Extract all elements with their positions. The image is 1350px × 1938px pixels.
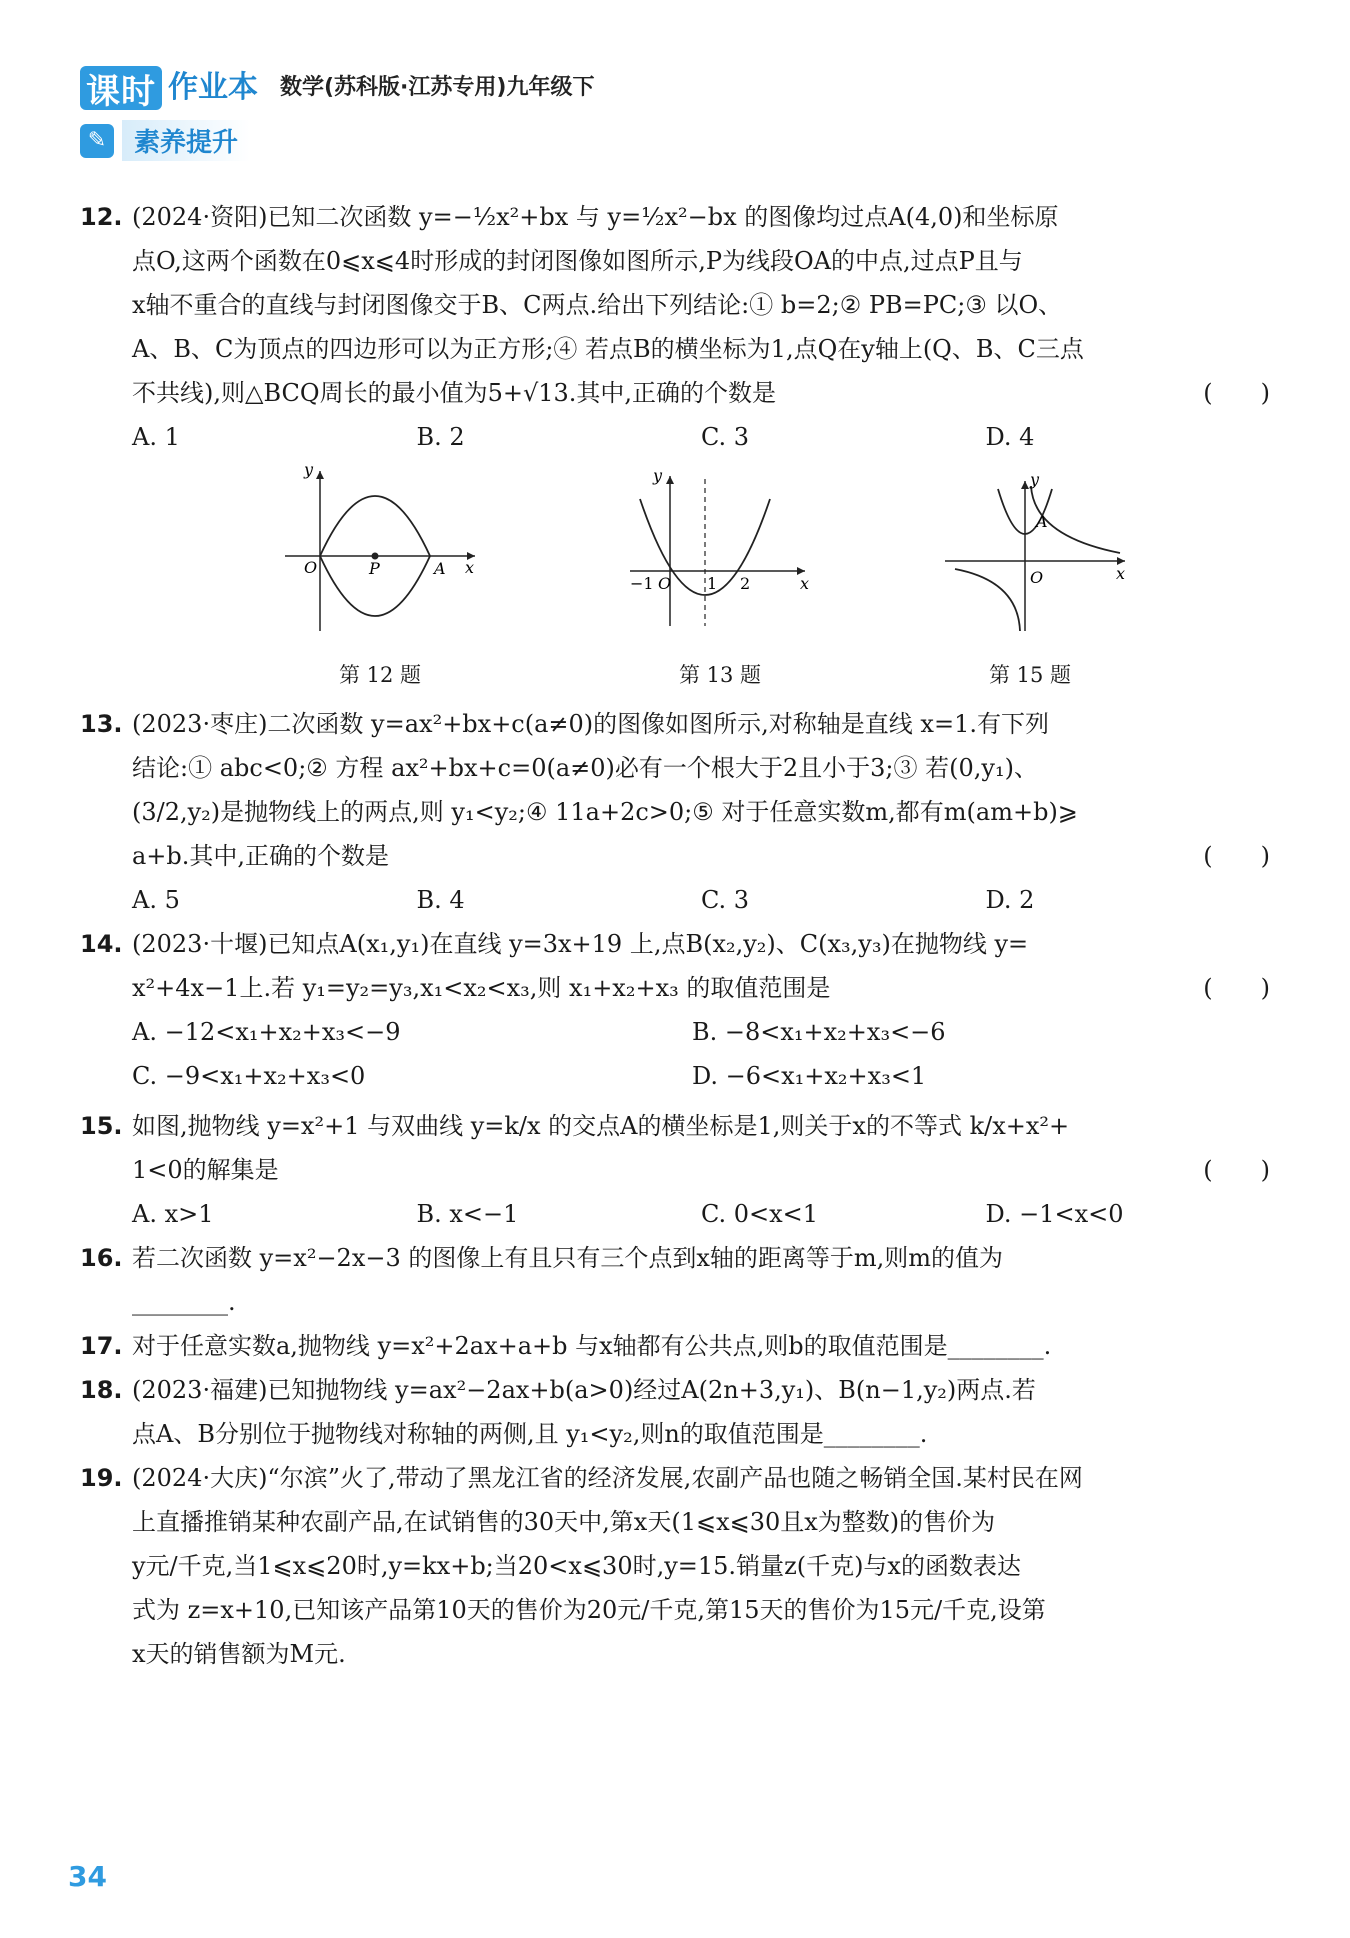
question-text-line: (2023·福建)已知抛物线 y=ax²−2ax+b(a>0)经过A(2n+3,y₁)、B(n−1,y₂)两点.若 <box>132 1376 1036 1404</box>
options-12 <box>80 415 1270 459</box>
book-logo: 课时 <box>80 66 162 110</box>
figure-13-graph <box>625 461 815 641</box>
axis-label-x: x <box>465 558 475 577</box>
answer-parentheses: ( ) <box>1203 379 1270 407</box>
option-b: B. x<−1 <box>416 1200 519 1228</box>
point-p-label: P <box>369 559 380 578</box>
question-number: 18. <box>80 1376 123 1404</box>
question-13 <box>80 702 1270 878</box>
option-d: D. 4 <box>985 423 1035 451</box>
point-a-label: A <box>434 559 446 578</box>
axis-label-y: y <box>653 466 663 485</box>
question-number: 14. <box>80 930 123 958</box>
answer-parentheses: ( ) <box>1203 1156 1270 1184</box>
question-text: 不共线),则△BCQ周长的最小值为5+√13.其中,正确的个数是 <box>132 379 777 407</box>
option-a: A. 1 <box>132 423 180 451</box>
option-b: B. 2 <box>416 423 465 451</box>
figure-13-caption: 第 13 题 <box>678 663 762 687</box>
options-14-row1 <box>80 1010 1270 1054</box>
question-19 <box>80 1456 1270 1676</box>
option-a: A. −12<x₁+x₂+x₃<−9 <box>132 1018 401 1046</box>
question-18 <box>80 1368 1270 1456</box>
question-text-line: x轴不重合的直线与封闭图像交于B、C两点.给出下列结论:① b=2;② PB=PC;③ 以O、 <box>132 291 1063 319</box>
origin-label: O <box>304 558 318 577</box>
question-text-line: 若二次函数 y=x²−2x−3 的图像上有且只有三个点到x轴的距离等于m,则m的值为 <box>132 1244 1004 1272</box>
option-a: A. 5 <box>132 886 180 914</box>
answer-blank-line: ________. <box>132 1288 236 1316</box>
book-header <box>80 60 594 110</box>
axis-label-x: x <box>800 574 810 593</box>
option-a: A. x>1 <box>132 1200 214 1228</box>
figure-row <box>80 461 1270 696</box>
tick-label-one: 1 <box>707 574 718 593</box>
tick-label-minus-one: −1 <box>630 574 654 593</box>
axis-label-y: y <box>304 461 314 479</box>
axis-label-x: x <box>1116 564 1126 583</box>
point-a-label: A <box>1036 512 1048 531</box>
question-text-line: 对于任意实数a,抛物线 y=x²+2ax+a+b 与x轴都有公共点,则b的取值范围是________. <box>132 1332 1052 1360</box>
question-list <box>80 195 1270 1676</box>
option-d: D. −6<x₁+x₂+x₃<1 <box>692 1062 927 1090</box>
options-15 <box>80 1192 1270 1236</box>
question-text-line <box>132 371 1270 415</box>
book-subtitle: 数学(苏科版·江苏专用)九年级下 <box>280 75 595 100</box>
question-text: 1<0的解集是 <box>132 1156 279 1184</box>
question-text-line: (3/2,y₂)是抛物线上的两点,则 y₁<y₂;④ 11a+2c>0;⑤ 对于任意实数m,都有m(am+b)⩾ <box>132 798 1078 826</box>
axis-label-y: y <box>1030 470 1040 489</box>
question-text-line: 上直播推销某种农副产品,在试销售的30天中,第x天(1⩽x⩽30且x为整数)的售价为 <box>132 1508 996 1536</box>
answer-parentheses: ( ) <box>1203 974 1270 1002</box>
question-text-line: y元/千克,当1⩽x⩽20时,y=kx+b;当20<x⩽30时,y=15.销量z(千克)与x的函数表达 <box>132 1552 1021 1580</box>
question-14 <box>80 922 1270 1010</box>
tick-label-two: 2 <box>740 574 751 593</box>
option-b: B. 4 <box>416 886 465 914</box>
question-text-line: x天的销售额为M元. <box>132 1640 346 1668</box>
figure-12 <box>280 461 480 641</box>
question-text-line: (2023·十堰)已知点A(x₁,y₁)在直线 y=3x+19 上,点B(x₂,y₂)、C(x₃,y₃)在抛物线 y= <box>132 930 1029 958</box>
option-c: C. 3 <box>701 886 750 914</box>
question-number: 12. <box>80 203 123 231</box>
question-12 <box>80 195 1270 415</box>
question-text: x²+4x−1上.若 y₁=y₂=y₃,x₁<x₂<x₃,则 x₁+x₂+x₃ 的取值范围是 <box>132 974 831 1002</box>
question-text-line: (2024·大庆)“尔滨”火了,带动了黑龙江省的经济发展,农副产品也随之畅销全国.某村民在网 <box>132 1464 1083 1492</box>
origin-label: O <box>1030 568 1044 587</box>
figure-12-caption: 第 12 题 <box>338 663 422 687</box>
question-15 <box>80 1104 1270 1192</box>
question-number: 17. <box>80 1332 123 1360</box>
question-text-line: (2024·资阳)已知二次函数 y=−½x²+bx 与 y=½x²−bx 的图像均过点A(4,0)和坐标原 <box>132 203 1059 231</box>
question-number: 16. <box>80 1244 123 1272</box>
option-c: C. 3 <box>701 423 750 451</box>
question-text: a+b.其中,正确的个数是 <box>132 842 390 870</box>
option-c: C. 0<x<1 <box>701 1200 819 1228</box>
question-text-line: 式为 z=x+10,已知该产品第10天的售价为20元/千克,第15天的售价为15元/千克,设第 <box>132 1596 1046 1624</box>
section-header <box>80 120 250 161</box>
figure-15-caption: 第 15 题 <box>988 663 1072 687</box>
option-b: B. −8<x₁+x₂+x₃<−6 <box>692 1018 946 1046</box>
book-logo-text: 作业本 <box>168 70 258 105</box>
question-text-line <box>132 966 1270 1010</box>
figure-15-graph <box>940 461 1130 641</box>
question-text-line <box>132 1148 1270 1192</box>
option-d: D. −1<x<0 <box>985 1200 1124 1228</box>
question-17 <box>80 1324 1270 1368</box>
question-text-line: 点O,这两个函数在0⩽x⩽4时形成的封闭图像如图所示,P为线段OA的中点,过点P且与 <box>132 247 1023 275</box>
question-text-line: 结论:① abc<0;② 方程 ax²+bx+c=0(a≠0)必有一个根大于2且小于3;③ 若(0,y₁)、 <box>132 754 1038 782</box>
option-c: C. −9<x₁+x₂+x₃<0 <box>132 1062 366 1090</box>
option-d: D. 2 <box>985 886 1035 914</box>
question-text-line: (2023·枣庄)二次函数 y=ax²+bx+c(a≠0)的图像如图所示,对称轴是直线 x=1.有下列 <box>132 710 1049 738</box>
question-16 <box>80 1236 1270 1324</box>
pencil-icon: ✎ <box>80 124 114 158</box>
answer-parentheses: ( ) <box>1203 842 1270 870</box>
options-13 <box>80 878 1270 922</box>
page-number: 34 <box>68 1860 107 1893</box>
question-text-line: A、B、C为顶点的四边形可以为正方形;④ 若点B的横坐标为1,点Q在y轴上(Q、B、C三点 <box>132 335 1084 363</box>
figure-13 <box>625 461 815 641</box>
question-number: 15. <box>80 1112 123 1140</box>
question-text-line: 如图,抛物线 y=x²+1 与双曲线 y=k/x 的交点A的横坐标是1,则关于x的不等式 k/x+x²+ <box>132 1112 1070 1140</box>
figure-15 <box>940 461 1130 641</box>
question-text-line: 点A、B分别位于抛物线对称轴的两侧,且 y₁<y₂,则n的取值范围是________. <box>132 1420 928 1448</box>
origin-label: O <box>658 574 672 593</box>
options-14-row2 <box>80 1054 1270 1098</box>
section-title: 素养提升 <box>122 120 250 161</box>
question-text-line <box>132 834 1270 878</box>
figure-12-graph <box>280 461 480 641</box>
question-number: 13. <box>80 710 123 738</box>
question-number: 19. <box>80 1464 123 1492</box>
